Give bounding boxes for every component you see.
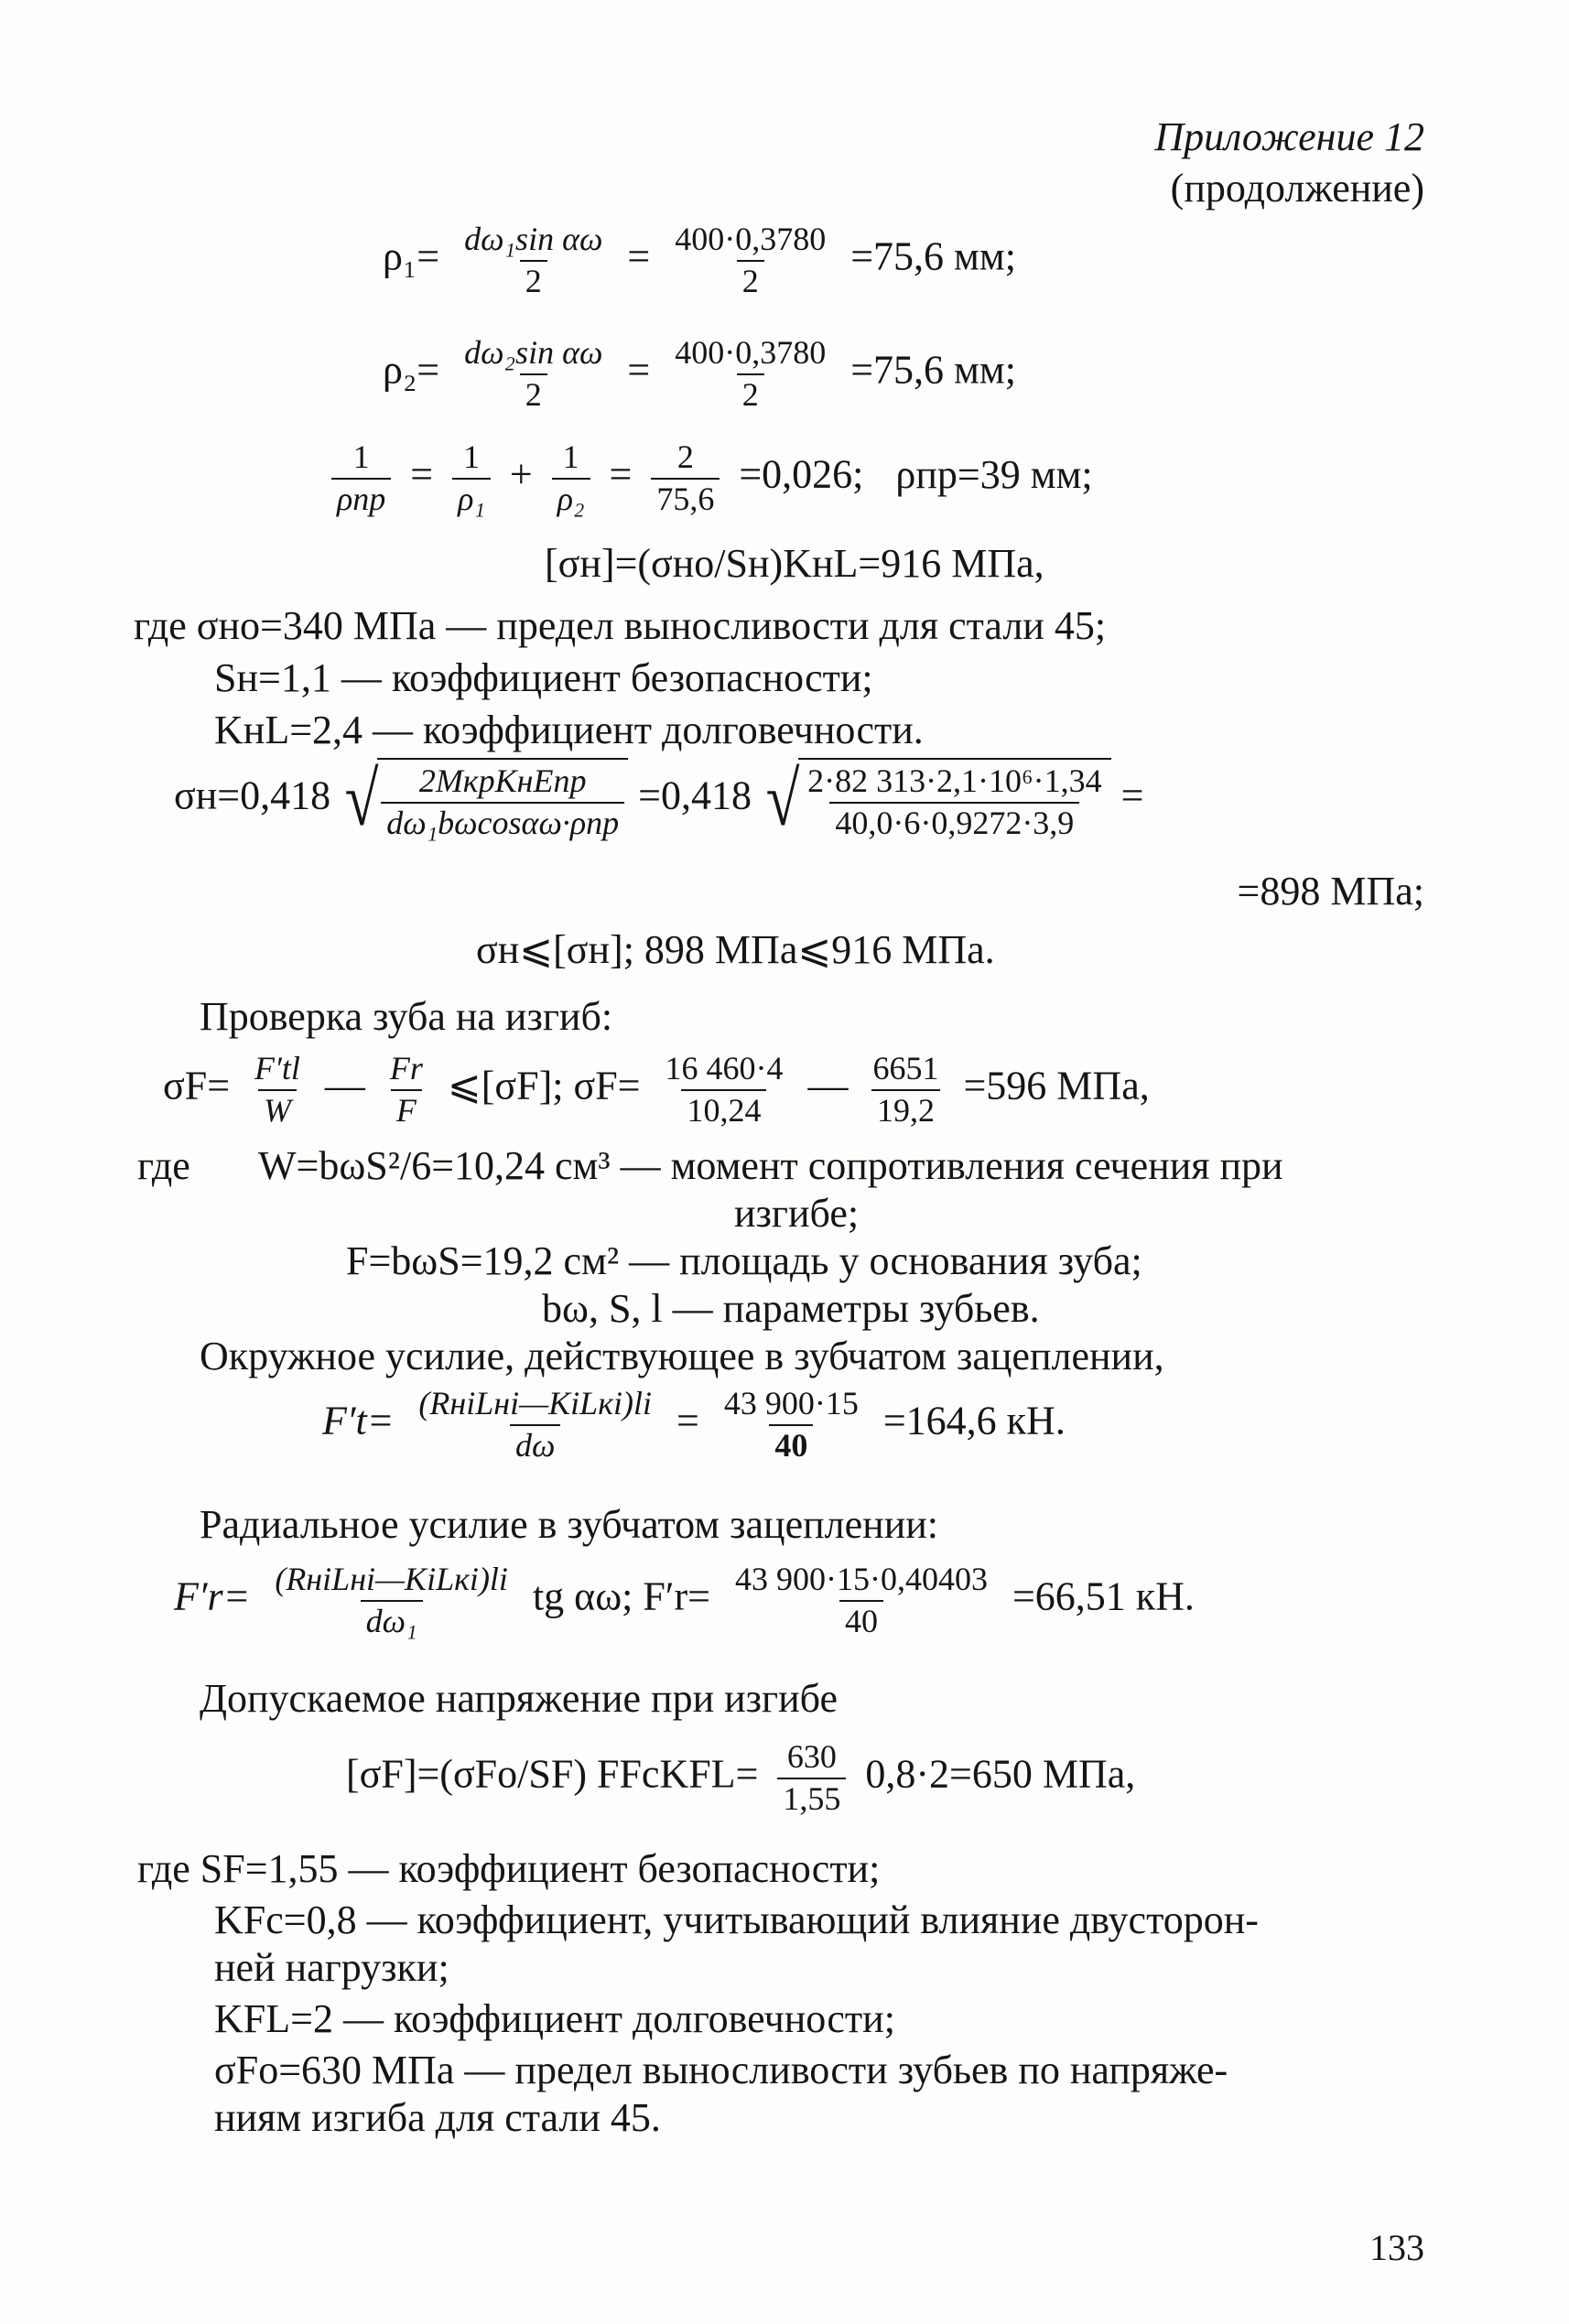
equation-rho2: ρ₂= $\frac{\text{dω₂sin αω}}{2}$ = $\frac{400\cdot 0,3780}{2}$ =75,6 мм; <box>383 334 1016 413</box>
sigmaH-result: =898 МПа; <box>1237 869 1424 913</box>
where-line: σFo=630 МПа — предел выносливости зубьев по напряже- <box>214 2048 1228 2092</box>
sigmaH-comparison: σн⩽[σн]; 898 МПа⩽916 МПа. <box>476 927 995 972</box>
equation-sigmaH-allowable: [σн]=(σно/Sн)KнL=916 МПа, <box>545 541 1044 586</box>
where-line: W=bωS²/6=10,24 см³ — момент сопротивления сечения при <box>258 1143 1283 1188</box>
fraction: $\frac{400\cdot 0,3780}{2}$ <box>675 221 827 299</box>
continuation-label: (продолжение) <box>1170 166 1424 211</box>
section-heading: Окружное усилие, действующее в зубчатом зацеплении, <box>200 1334 1164 1378</box>
fraction: $\frac{\text{dω₂sin αω}}{2}$ <box>464 334 603 413</box>
fraction: $\frac{\text{dω₁sin αω}}{2}$ <box>464 221 603 299</box>
appendix-label: Приложение 12 <box>1154 114 1424 159</box>
eq-lhs: ρ₂= <box>383 347 440 393</box>
where-line: где SF=1,55 — коэффициент безопасности; <box>137 1846 881 1891</box>
page-number: 133 <box>1369 2227 1424 2268</box>
equation-sigmaH: σн=0,418 √ $\frac{\text{2MкрKнEпр}}{\text{dω₁bωcosαω·ρпр}}$ =0,418 √ $\frac{\text{2·82 313·2,1·10⁶·1,34}}{40,0\cdot 6\cdot 0,9272\cdot 3,9}$ = <box>174 756 1144 842</box>
equation-Fr: F′r= $\frac{\text{(RнiLнi—KiLкi)li}}{\text{dω₁}}$ tg αω; F′r= $\frac{43 900\cdot 15\cdot 0,40403}{40}$ =66,51 кН. <box>174 1561 1195 1639</box>
page-header <box>1154 112 1424 215</box>
equation-rho1: ρ₁= $\frac{\text{dω₁sin αω}}{2}$ = $\frac{400\cdot 0,3780}{2}$ =75,6 мм; <box>383 221 1016 299</box>
where-line: Sн=1,1 — коэффициент безопасности; <box>214 655 873 700</box>
section-heading: Проверка зуба на изгиб: <box>200 994 613 1039</box>
section-heading: Допускаемое напряжение при изгибе <box>200 1676 838 1721</box>
where-line: где σно=340 МПа — предел выносливости для стали 45; <box>134 603 1107 648</box>
equation-Ft: F′t= $\frac{\text{(RнiLнi—KiLкi)li}}{d\omega}$ = $\frac{43 900\cdot 15}{40}$ =164,6 кН. <box>322 1385 1066 1464</box>
section-heading: Радиальное усилие в зубчатом зацеплении: <box>200 1502 939 1547</box>
eq-result: =75,6 мм; <box>850 347 1016 393</box>
eq-result: =75,6 мм; <box>850 233 1016 279</box>
equation-sigmaF-allowable: [σF]=(σFo/SF) FFcKFL= $\frac{630}{1,55}$ 0,8·2=650 МПа, <box>346 1738 1136 1817</box>
where-line: ниям изгиба для стали 45. <box>214 2095 661 2140</box>
equation-sigmaF: σF= $\frac{F'tl}{W}$ — $\frac{Fr}{F}$ ⩽[σF]; σF= $\frac{16 460\cdot 4}{10,24}$ — $\frac{6651}{19,2}$ =596 МПа, <box>163 1050 1150 1129</box>
fraction: $\frac{400\cdot 0,3780}{2}$ <box>675 334 827 413</box>
eq-lhs: ρ₁= <box>383 233 440 279</box>
rho-pr-value: ρпр=39 мм; <box>895 451 1093 497</box>
eq-result: =0,026; <box>739 451 864 497</box>
where-line: KFL=2 — коэффициент долговечности; <box>214 1996 895 2041</box>
where-line: KнL=2,4 — коэффициент долговечности. <box>214 708 924 752</box>
sqrt: √ $\frac{\text{2·82 313·2,1·10⁶·1,34}}{40,0\cdot 6\cdot 0,9272\cdot 3,9}$ <box>762 758 1111 841</box>
where-line: bω, S, l — параметры зубьев. <box>542 1286 1040 1331</box>
equation-rho-pr: $\frac{1}{\text{ρпр}}$ = $\frac{1}{\text{ρ₁}}$ + $\frac{1}{\text{ρ₂}}$ = $\frac{2}{75,6}$ =0,026; ρпр=39 мм; <box>322 439 1093 517</box>
where-line: F=bωS=19,2 см² — площадь у основания зуба; <box>346 1238 1142 1283</box>
sqrt: √ $\frac{\text{2MкрKнEпр}}{\text{dω₁bωcosαω·ρпр}}$ <box>341 758 628 841</box>
where-line: ней нагрузки; <box>214 1945 449 1990</box>
where-label: где <box>137 1143 190 1188</box>
where-line: KFc=0,8 — коэффициент, учитывающий влияние двусторон- <box>214 1897 1259 1942</box>
where-line: изгибе; <box>734 1191 860 1236</box>
